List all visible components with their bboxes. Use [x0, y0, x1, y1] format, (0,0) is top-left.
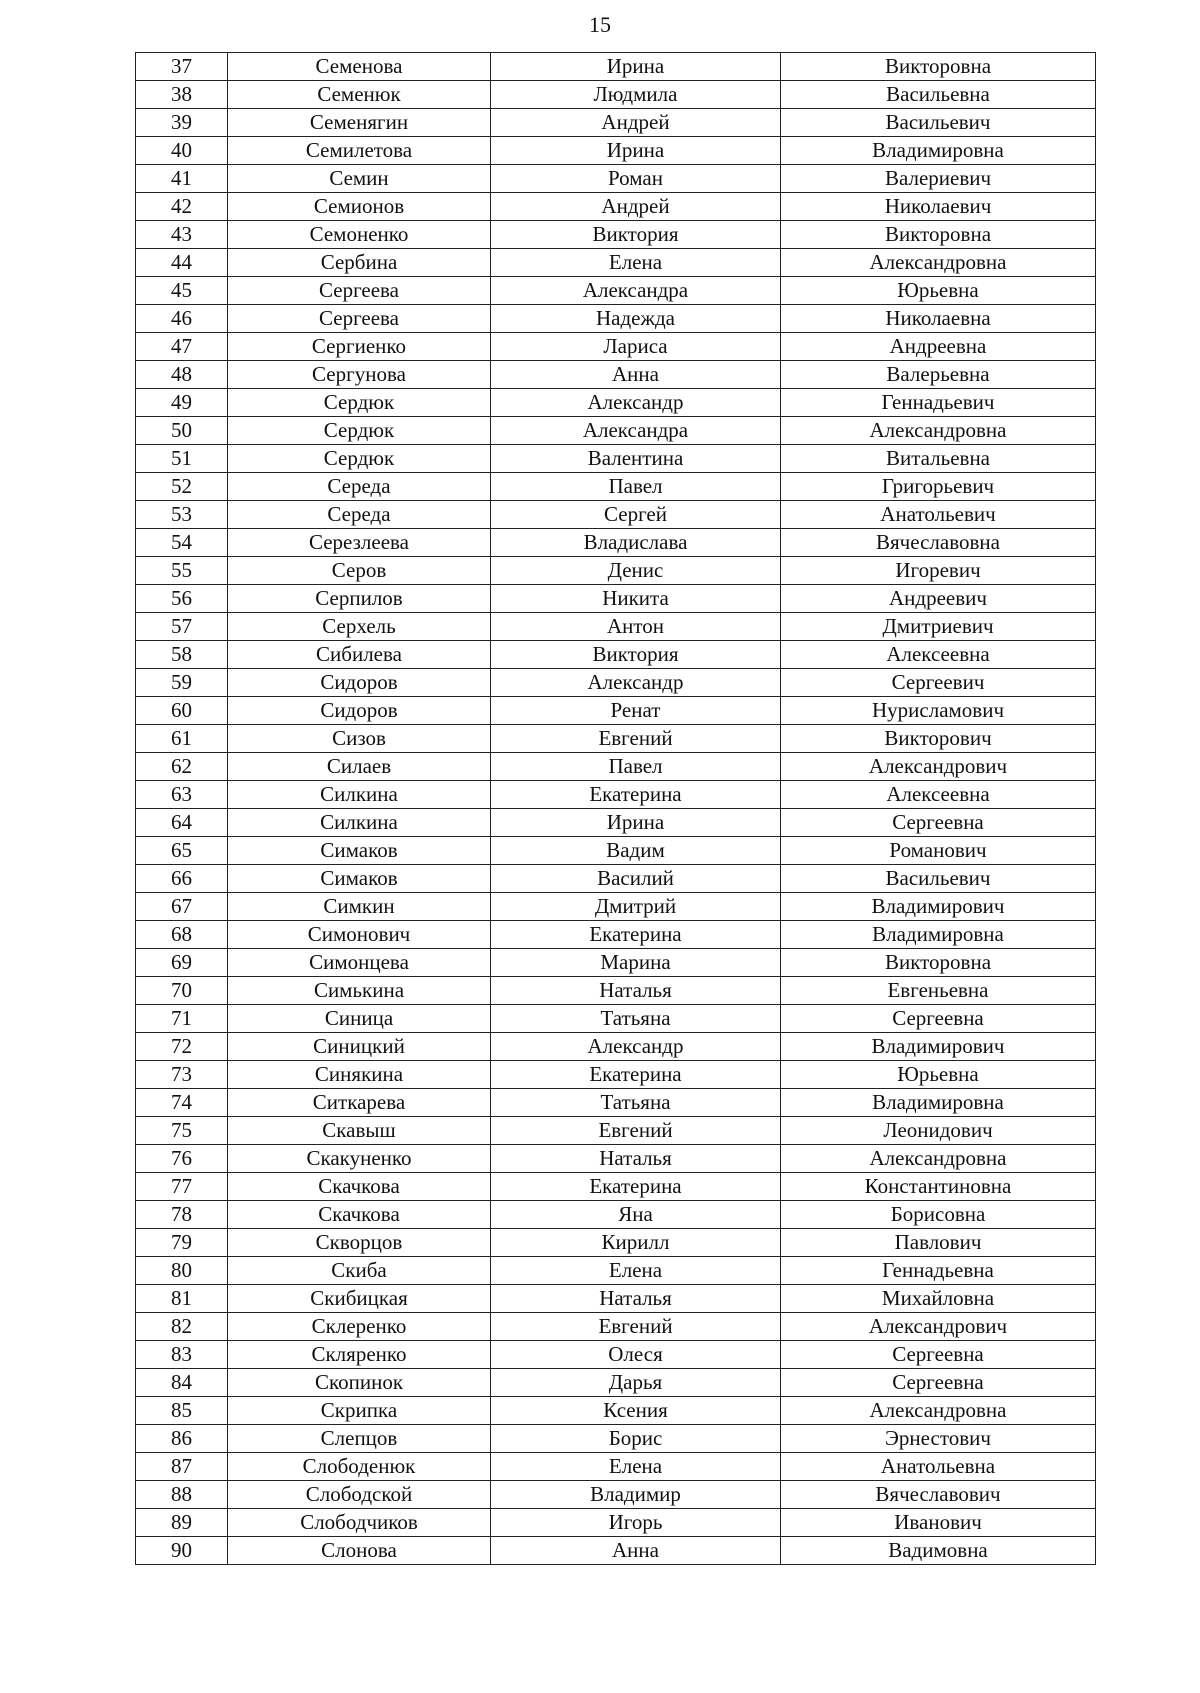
table-row	[136, 417, 1096, 445]
row-number-cell: 59	[136, 669, 228, 697]
table-row	[136, 697, 1096, 725]
first-name-cell: Валентина	[491, 445, 781, 473]
first-name-cell: Александр	[491, 669, 781, 697]
first-name-cell: Сергей	[491, 501, 781, 529]
table-row	[136, 473, 1096, 501]
row-number-cell: 86	[136, 1425, 228, 1453]
last-name-cell: Семионов	[228, 193, 491, 221]
table-row	[136, 1005, 1096, 1033]
row-number-cell: 78	[136, 1201, 228, 1229]
row-number-cell: 85	[136, 1397, 228, 1425]
table-row	[136, 669, 1096, 697]
last-name-cell: Семенова	[228, 53, 491, 81]
table-row	[136, 781, 1096, 809]
first-name-cell: Екатерина	[491, 1061, 781, 1089]
patronymic-cell: Викторовна	[781, 949, 1096, 977]
patronymic-cell: Геннадьевич	[781, 389, 1096, 417]
last-name-cell: Семенягин	[228, 109, 491, 137]
patronymic-cell: Вячеславович	[781, 1481, 1096, 1509]
last-name-cell: Синица	[228, 1005, 491, 1033]
table-row	[136, 753, 1096, 781]
table-row	[136, 557, 1096, 585]
last-name-cell: Скляренко	[228, 1341, 491, 1369]
patronymic-cell: Васильевич	[781, 865, 1096, 893]
row-number-cell: 51	[136, 445, 228, 473]
row-number-cell: 63	[136, 781, 228, 809]
patronymic-cell: Александровна	[781, 1145, 1096, 1173]
last-name-cell: Склеренко	[228, 1313, 491, 1341]
first-name-cell: Павел	[491, 473, 781, 501]
last-name-cell: Скавыш	[228, 1117, 491, 1145]
first-name-cell: Вадим	[491, 837, 781, 865]
last-name-cell: Симкин	[228, 893, 491, 921]
patronymic-cell: Сергеевна	[781, 1341, 1096, 1369]
patronymic-cell: Андреевич	[781, 585, 1096, 613]
row-number-cell: 64	[136, 809, 228, 837]
table-row	[136, 1173, 1096, 1201]
first-name-cell: Владислава	[491, 529, 781, 557]
table-row	[136, 1481, 1096, 1509]
table-row	[136, 193, 1096, 221]
last-name-cell: Сизов	[228, 725, 491, 753]
patronymic-cell: Валериевич	[781, 165, 1096, 193]
first-name-cell: Василий	[491, 865, 781, 893]
patronymic-cell: Васильевна	[781, 81, 1096, 109]
last-name-cell: Сергунова	[228, 361, 491, 389]
first-name-cell: Екатерина	[491, 921, 781, 949]
table-row	[136, 1509, 1096, 1537]
first-name-cell: Александр	[491, 389, 781, 417]
first-name-cell: Татьяна	[491, 1005, 781, 1033]
first-name-cell: Андрей	[491, 193, 781, 221]
last-name-cell: Сибилева	[228, 641, 491, 669]
last-name-cell: Синякина	[228, 1061, 491, 1089]
table-row	[136, 81, 1096, 109]
patronymic-cell: Николаевич	[781, 193, 1096, 221]
last-name-cell: Силкина	[228, 809, 491, 837]
table-row	[136, 109, 1096, 137]
first-name-cell: Ирина	[491, 137, 781, 165]
last-name-cell: Слепцов	[228, 1425, 491, 1453]
first-name-cell: Надежда	[491, 305, 781, 333]
row-number-cell: 73	[136, 1061, 228, 1089]
first-name-cell: Олеся	[491, 1341, 781, 1369]
table-row	[136, 613, 1096, 641]
patronymic-cell: Николаевна	[781, 305, 1096, 333]
last-name-cell: Семилетова	[228, 137, 491, 165]
first-name-cell: Александра	[491, 417, 781, 445]
patronymic-cell: Геннадьевна	[781, 1257, 1096, 1285]
patronymic-cell: Юрьевна	[781, 277, 1096, 305]
row-number-cell: 87	[136, 1453, 228, 1481]
table-row	[136, 585, 1096, 613]
table-row	[136, 1425, 1096, 1453]
first-name-cell: Кирилл	[491, 1229, 781, 1257]
first-name-cell: Андрей	[491, 109, 781, 137]
patronymic-cell: Андреевна	[781, 333, 1096, 361]
row-number-cell: 40	[136, 137, 228, 165]
table-row	[136, 389, 1096, 417]
last-name-cell: Середа	[228, 473, 491, 501]
first-name-cell: Анна	[491, 361, 781, 389]
patronymic-cell: Владимировна	[781, 921, 1096, 949]
last-name-cell: Сергеева	[228, 277, 491, 305]
patronymic-cell: Владимировна	[781, 137, 1096, 165]
table-row	[136, 1117, 1096, 1145]
names-table-body	[136, 53, 1096, 1565]
patronymic-cell: Викторович	[781, 725, 1096, 753]
last-name-cell: Скопинок	[228, 1369, 491, 1397]
first-name-cell: Евгений	[491, 1313, 781, 1341]
row-number-cell: 70	[136, 977, 228, 1005]
patronymic-cell: Александровна	[781, 1397, 1096, 1425]
row-number-cell: 81	[136, 1285, 228, 1313]
first-name-cell: Марина	[491, 949, 781, 977]
table-row	[136, 1145, 1096, 1173]
patronymic-cell: Сергеевич	[781, 669, 1096, 697]
patronymic-cell: Вадимовна	[781, 1537, 1096, 1565]
table-row	[136, 1537, 1096, 1565]
patronymic-cell: Эрнестович	[781, 1425, 1096, 1453]
last-name-cell: Серпилов	[228, 585, 491, 613]
patronymic-cell: Игоревич	[781, 557, 1096, 585]
first-name-cell: Яна	[491, 1201, 781, 1229]
first-name-cell: Антон	[491, 613, 781, 641]
row-number-cell: 76	[136, 1145, 228, 1173]
table-row	[136, 249, 1096, 277]
last-name-cell: Силкина	[228, 781, 491, 809]
table-row	[136, 837, 1096, 865]
last-name-cell: Сергеева	[228, 305, 491, 333]
last-name-cell: Симаков	[228, 865, 491, 893]
table-row	[136, 445, 1096, 473]
row-number-cell: 60	[136, 697, 228, 725]
table-row	[136, 641, 1096, 669]
row-number-cell: 38	[136, 81, 228, 109]
row-number-cell: 65	[136, 837, 228, 865]
patronymic-cell: Алексеевна	[781, 781, 1096, 809]
first-name-cell: Наталья	[491, 977, 781, 1005]
last-name-cell: Слободской	[228, 1481, 491, 1509]
first-name-cell: Татьяна	[491, 1089, 781, 1117]
patronymic-cell: Григорьевич	[781, 473, 1096, 501]
patronymic-cell: Иванович	[781, 1509, 1096, 1537]
table-row	[136, 1033, 1096, 1061]
row-number-cell: 54	[136, 529, 228, 557]
patronymic-cell: Борисовна	[781, 1201, 1096, 1229]
row-number-cell: 56	[136, 585, 228, 613]
last-name-cell: Сердюк	[228, 389, 491, 417]
first-name-cell: Ксения	[491, 1397, 781, 1425]
patronymic-cell: Владимировна	[781, 1089, 1096, 1117]
first-name-cell: Екатерина	[491, 1173, 781, 1201]
table-row	[136, 1089, 1096, 1117]
table-row	[136, 501, 1096, 529]
first-name-cell: Елена	[491, 249, 781, 277]
first-name-cell: Евгений	[491, 1117, 781, 1145]
last-name-cell: Семин	[228, 165, 491, 193]
last-name-cell: Скворцов	[228, 1229, 491, 1257]
table-row	[136, 221, 1096, 249]
patronymic-cell: Анатольевич	[781, 501, 1096, 529]
row-number-cell: 74	[136, 1089, 228, 1117]
table-row	[136, 1397, 1096, 1425]
table-row	[136, 809, 1096, 837]
last-name-cell: Семенюк	[228, 81, 491, 109]
first-name-cell: Дмитрий	[491, 893, 781, 921]
first-name-cell: Елена	[491, 1453, 781, 1481]
last-name-cell: Синицкий	[228, 1033, 491, 1061]
table-row	[136, 333, 1096, 361]
first-name-cell: Лариса	[491, 333, 781, 361]
row-number-cell: 44	[136, 249, 228, 277]
last-name-cell: Семоненко	[228, 221, 491, 249]
last-name-cell: Серхель	[228, 613, 491, 641]
table-row	[136, 893, 1096, 921]
table-row	[136, 1229, 1096, 1257]
row-number-cell: 75	[136, 1117, 228, 1145]
patronymic-cell: Леонидович	[781, 1117, 1096, 1145]
first-name-cell: Наталья	[491, 1145, 781, 1173]
patronymic-cell: Васильевич	[781, 109, 1096, 137]
row-number-cell: 45	[136, 277, 228, 305]
row-number-cell: 46	[136, 305, 228, 333]
patronymic-cell: Юрьевна	[781, 1061, 1096, 1089]
patronymic-cell: Вячеславовна	[781, 529, 1096, 557]
first-name-cell: Виктория	[491, 641, 781, 669]
first-name-cell: Александр	[491, 1033, 781, 1061]
table-row	[136, 165, 1096, 193]
patronymic-cell: Александрович	[781, 1313, 1096, 1341]
table-row	[136, 137, 1096, 165]
table-row	[136, 53, 1096, 81]
last-name-cell: Силаев	[228, 753, 491, 781]
patronymic-cell: Витальевна	[781, 445, 1096, 473]
table-row	[136, 1201, 1096, 1229]
first-name-cell: Павел	[491, 753, 781, 781]
first-name-cell: Наталья	[491, 1285, 781, 1313]
patronymic-cell: Викторовна	[781, 53, 1096, 81]
patronymic-cell: Александровна	[781, 249, 1096, 277]
patronymic-cell: Викторовна	[781, 221, 1096, 249]
page-number: 15	[589, 12, 611, 37]
patronymic-cell: Константиновна	[781, 1173, 1096, 1201]
last-name-cell: Ситкарева	[228, 1089, 491, 1117]
table-row	[136, 977, 1096, 1005]
patronymic-cell: Павлович	[781, 1229, 1096, 1257]
row-number-cell: 58	[136, 641, 228, 669]
last-name-cell: Скачкова	[228, 1201, 491, 1229]
table-row	[136, 1369, 1096, 1397]
first-name-cell: Денис	[491, 557, 781, 585]
patronymic-cell: Сергеевна	[781, 1005, 1096, 1033]
row-number-cell: 72	[136, 1033, 228, 1061]
patronymic-cell: Анатольевна	[781, 1453, 1096, 1481]
patronymic-cell: Нурисламович	[781, 697, 1096, 725]
first-name-cell: Виктория	[491, 221, 781, 249]
first-name-cell: Игорь	[491, 1509, 781, 1537]
last-name-cell: Слободчиков	[228, 1509, 491, 1537]
patronymic-cell: Михайловна	[781, 1285, 1096, 1313]
first-name-cell: Анна	[491, 1537, 781, 1565]
last-name-cell: Симаков	[228, 837, 491, 865]
row-number-cell: 80	[136, 1257, 228, 1285]
row-number-cell: 55	[136, 557, 228, 585]
row-number-cell: 50	[136, 417, 228, 445]
row-number-cell: 68	[136, 921, 228, 949]
row-number-cell: 88	[136, 1481, 228, 1509]
row-number-cell: 77	[136, 1173, 228, 1201]
first-name-cell: Елена	[491, 1257, 781, 1285]
last-name-cell: Середа	[228, 501, 491, 529]
last-name-cell: Симькина	[228, 977, 491, 1005]
table-row	[136, 725, 1096, 753]
first-name-cell: Екатерина	[491, 781, 781, 809]
row-number-cell: 90	[136, 1537, 228, 1565]
last-name-cell: Слободенюк	[228, 1453, 491, 1481]
row-number-cell: 83	[136, 1341, 228, 1369]
table-row	[136, 1285, 1096, 1313]
row-number-cell: 66	[136, 865, 228, 893]
last-name-cell: Скиба	[228, 1257, 491, 1285]
table-row	[136, 1313, 1096, 1341]
row-number-cell: 67	[136, 893, 228, 921]
first-name-cell: Ирина	[491, 53, 781, 81]
patronymic-cell: Сергеевна	[781, 1369, 1096, 1397]
last-name-cell: Скрипка	[228, 1397, 491, 1425]
row-number-cell: 84	[136, 1369, 228, 1397]
row-number-cell: 61	[136, 725, 228, 753]
last-name-cell: Серезлеева	[228, 529, 491, 557]
row-number-cell: 48	[136, 361, 228, 389]
patronymic-cell: Романович	[781, 837, 1096, 865]
first-name-cell: Людмила	[491, 81, 781, 109]
table-row	[136, 1257, 1096, 1285]
last-name-cell: Слонова	[228, 1537, 491, 1565]
last-name-cell: Сидоров	[228, 669, 491, 697]
row-number-cell: 52	[136, 473, 228, 501]
table-row	[136, 921, 1096, 949]
row-number-cell: 42	[136, 193, 228, 221]
last-name-cell: Симонович	[228, 921, 491, 949]
row-number-cell: 79	[136, 1229, 228, 1257]
table-row	[136, 529, 1096, 557]
patronymic-cell: Владимирович	[781, 1033, 1096, 1061]
first-name-cell: Никита	[491, 585, 781, 613]
row-number-cell: 39	[136, 109, 228, 137]
last-name-cell: Сердюк	[228, 445, 491, 473]
patronymic-cell: Александрович	[781, 753, 1096, 781]
patronymic-cell: Дмитриевич	[781, 613, 1096, 641]
row-number-cell: 41	[136, 165, 228, 193]
first-name-cell: Роман	[491, 165, 781, 193]
last-name-cell: Сергиенко	[228, 333, 491, 361]
patronymic-cell: Сергеевна	[781, 809, 1096, 837]
table-row	[136, 1061, 1096, 1089]
table-row	[136, 361, 1096, 389]
patronymic-cell: Александровна	[781, 417, 1096, 445]
table-row	[136, 865, 1096, 893]
last-name-cell: Симонцева	[228, 949, 491, 977]
row-number-cell: 57	[136, 613, 228, 641]
first-name-cell: Александра	[491, 277, 781, 305]
last-name-cell: Сидоров	[228, 697, 491, 725]
row-number-cell: 82	[136, 1313, 228, 1341]
row-number-cell: 53	[136, 501, 228, 529]
last-name-cell: Сердюк	[228, 417, 491, 445]
table-row	[136, 305, 1096, 333]
table-row	[136, 949, 1096, 977]
last-name-cell: Скачкова	[228, 1173, 491, 1201]
first-name-cell: Ренат	[491, 697, 781, 725]
row-number-cell: 37	[136, 53, 228, 81]
table-row	[136, 277, 1096, 305]
first-name-cell: Владимир	[491, 1481, 781, 1509]
last-name-cell: Скакуненко	[228, 1145, 491, 1173]
table-row	[136, 1453, 1096, 1481]
table-row	[136, 1341, 1096, 1369]
row-number-cell: 49	[136, 389, 228, 417]
row-number-cell: 62	[136, 753, 228, 781]
first-name-cell: Ирина	[491, 809, 781, 837]
last-name-cell: Скибицкая	[228, 1285, 491, 1313]
patronymic-cell: Алексеевна	[781, 641, 1096, 669]
row-number-cell: 43	[136, 221, 228, 249]
patronymic-cell: Владимирович	[781, 893, 1096, 921]
patronymic-cell: Валерьевна	[781, 361, 1096, 389]
row-number-cell: 71	[136, 1005, 228, 1033]
row-number-cell: 47	[136, 333, 228, 361]
last-name-cell: Серов	[228, 557, 491, 585]
row-number-cell: 69	[136, 949, 228, 977]
first-name-cell: Евгений	[491, 725, 781, 753]
row-number-cell: 89	[136, 1509, 228, 1537]
patronymic-cell: Евгеньевна	[781, 977, 1096, 1005]
first-name-cell: Борис	[491, 1425, 781, 1453]
first-name-cell: Дарья	[491, 1369, 781, 1397]
last-name-cell: Сербина	[228, 249, 491, 277]
names-table	[135, 52, 1096, 1565]
